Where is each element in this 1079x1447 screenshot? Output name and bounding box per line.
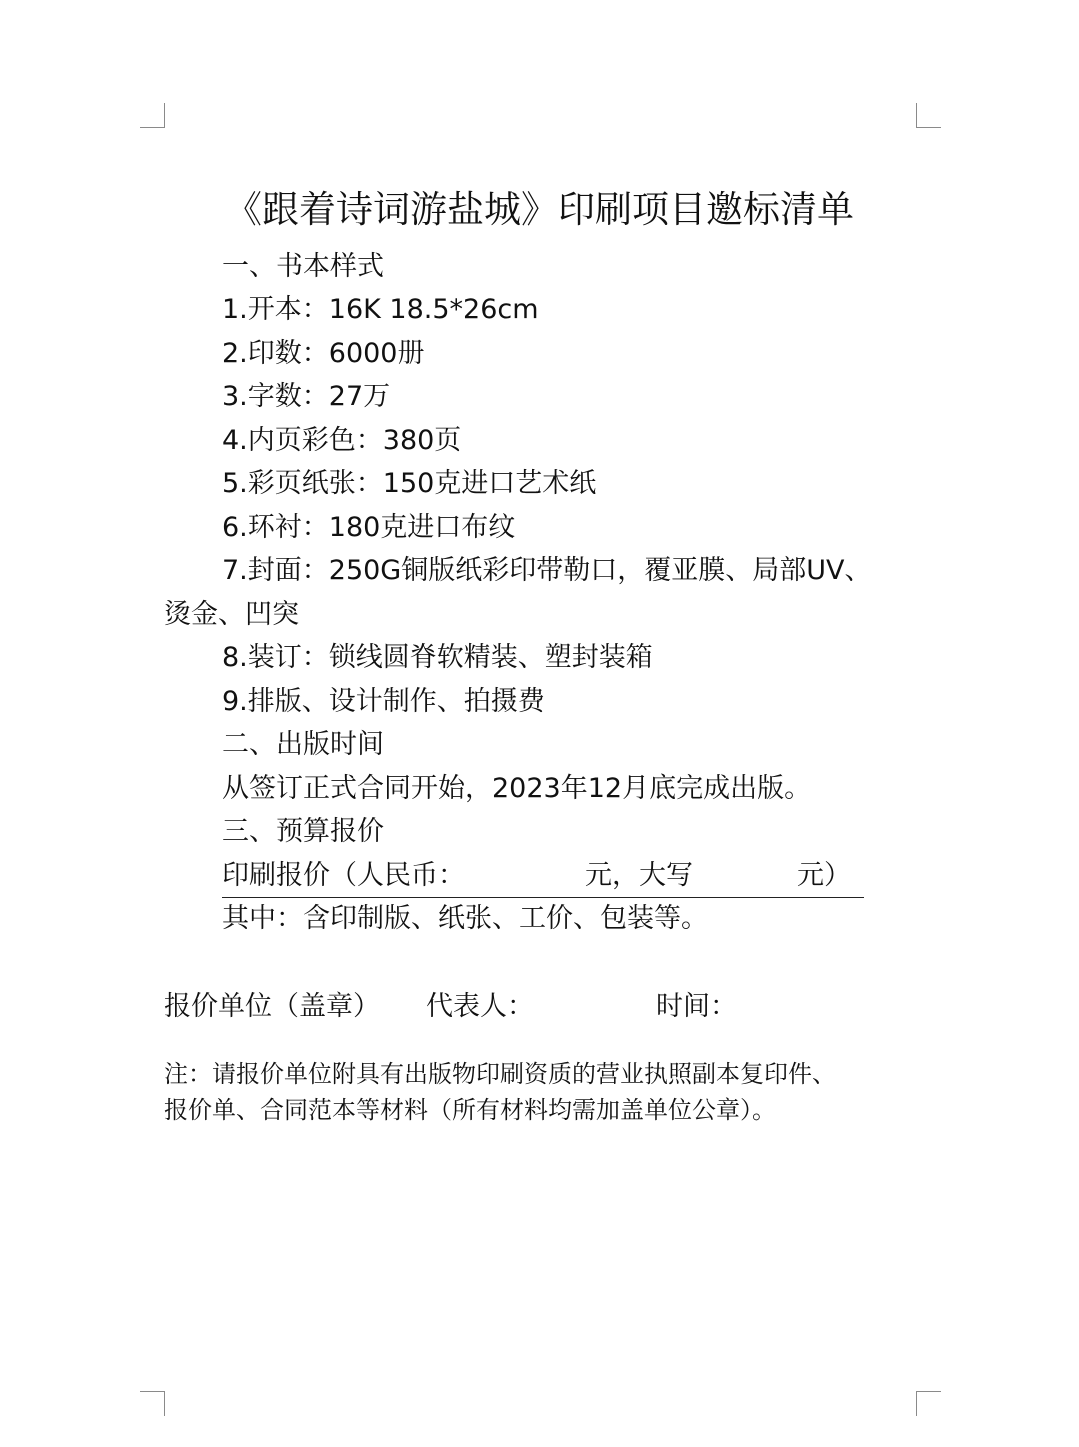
spec-item-word-count: 3.字数：27万 (222, 381, 391, 412)
price-includes-text: 其中：含印制版、纸张、工价、包装等。 (222, 903, 708, 934)
section-heading-budget: 三、预算报价 (222, 816, 384, 847)
crop-mark-bottom-left (140, 1391, 165, 1416)
spec-item-endpaper: 6.环衬：180克进口布纹 (222, 512, 516, 543)
signature-representative-label: 代表人： (426, 991, 534, 1022)
spec-item-print-run: 2.印数：6000册 (222, 338, 425, 369)
crop-mark-bottom-right (916, 1391, 941, 1416)
document-title: 《跟着诗词游盐城》印刷项目邀标清单 (225, 188, 854, 231)
spec-item-design: 9.排版、设计制作、拍摄费 (222, 686, 545, 717)
crop-mark-top-left (140, 103, 165, 128)
spec-item-binding: 8.装订：锁线圆脊软精装、塑封装箱 (222, 642, 653, 673)
publish-time-text: 从签订正式合同开始，2023年12月底完成出版。 (222, 773, 812, 804)
signature-time-label: 时间： (656, 991, 737, 1022)
section-heading-book-style: 一、书本样式 (222, 251, 384, 282)
spec-item-inner-pages: 4.内页彩色：380页 (222, 425, 462, 456)
spec-item-format: 1.开本：16K 18.5*26cm (222, 294, 539, 325)
crop-mark-top-right (916, 103, 941, 128)
price-quote-end: 元） (797, 860, 851, 891)
section-heading-publish-time: 二、出版时间 (222, 729, 384, 760)
price-quote-line (222, 857, 864, 898)
price-quote-label: 印刷报价（人民币： (222, 860, 465, 891)
spec-item-cover-continued: 烫金、凹突 (164, 599, 299, 630)
signature-unit-label: 报价单位（盖章） (164, 991, 380, 1022)
note-line-2: 报价单、合同范本等材料（所有材料均需加盖单位公章）。 (164, 1096, 776, 1124)
spec-item-color-paper: 5.彩页纸张：150克进口艺术纸 (222, 468, 597, 499)
spec-item-cover: 7.封面：250G铜版纸彩印带勒口，覆亚膜、局部UV、 (222, 555, 872, 586)
price-quote-uppercase-label: 元，大写 (585, 860, 693, 891)
note-line-1: 注：请报价单位附具有出版物印刷资质的营业执照副本复印件、 (164, 1060, 836, 1088)
signature-line (164, 988, 737, 1026)
